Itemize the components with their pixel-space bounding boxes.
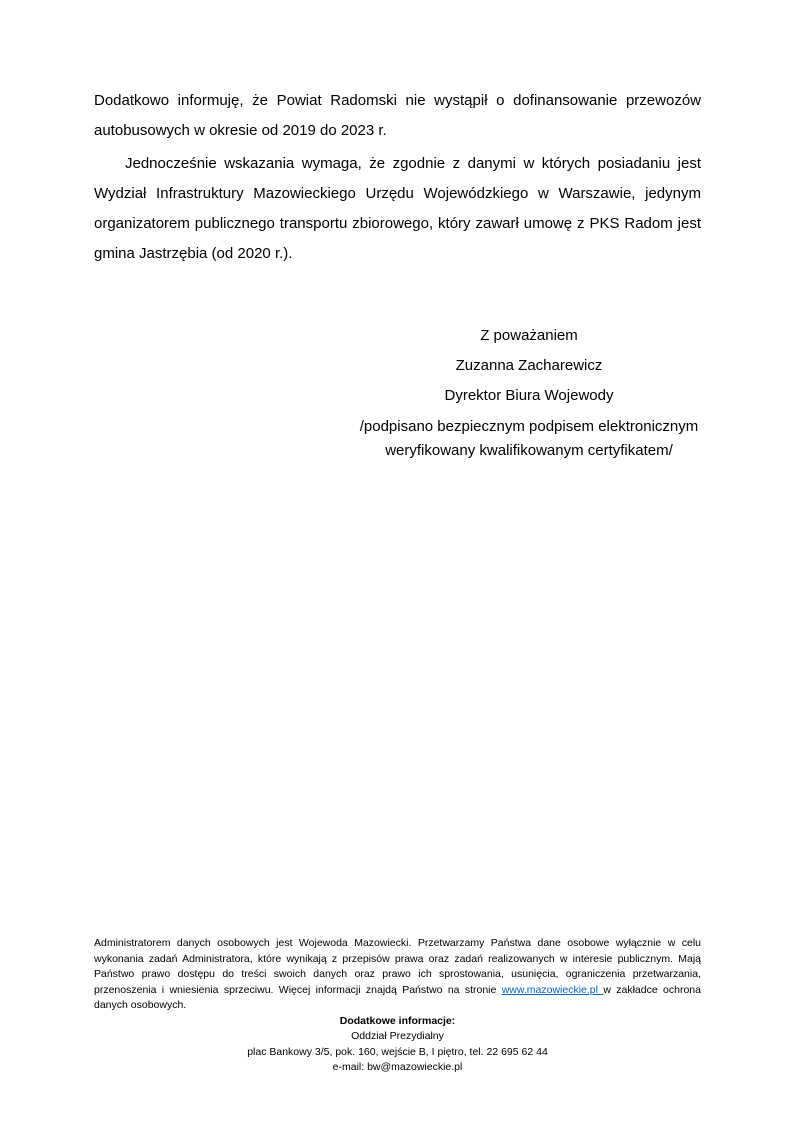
signature-block xyxy=(264,321,794,463)
privacy-notice xyxy=(94,936,701,1014)
page-footer xyxy=(94,936,701,1076)
email-line: e-mail: bw@mazowieckie.pl xyxy=(332,1061,463,1074)
contact-block xyxy=(94,1014,701,1076)
mazowieckie-link[interactable]: www.mazowieckie.pl xyxy=(501,983,604,996)
signer-title: Dyrektor Biura Wojewody xyxy=(444,387,614,404)
paragraph-transport-organizer: Jednocześnie wskazania wymaga, że zgodnie z danymi w których posiadaniu jest Wydział Infrastruktury Mazowieckiego Urzędu Wojewódzkiego w Warszawie, jedynym organizatorem publicznego transportu zbiorowego, który zawarł umowę z PKS Radom jest gmina Jastrzębia (od 2020 r.). xyxy=(94,155,701,262)
signer-name: Zuzanna Zacharewicz xyxy=(455,357,603,374)
department-line: Oddział Prezydialny xyxy=(351,1030,444,1043)
privacy-notice-text-after-link: w zakładce ochrona danych osobowych. xyxy=(94,983,701,1012)
letter-body xyxy=(94,86,701,269)
additional-info-heading: Dodatkowe informacje: xyxy=(339,1014,456,1027)
electronic-signature-note-line1: /podpisano bezpiecznym podpisem elektronicznym xyxy=(359,418,699,435)
privacy-notice-text: Administratorem danych osobowych jest Wojewoda Mazowiecki. Przetwarzamy Państwa dane osobowe wyłącznie w celu wykonania zadań Administratora, które wynikają z przepisów prawa oraz zadań realizowanych w interesie publicznym. Mają Państwo prawo dostępu do treści swoich danych oraz prawo ich sprostowania, usunięcia, ograniczenia przetwarzania, przenoszenia i wniesienia sprzeciwu. Więcej informacji znajdą Państwo na stronie xyxy=(94,937,701,996)
electronic-signature-note-line2: weryfikowany kwalifikowanym certyfikatem/ xyxy=(385,442,673,459)
electronic-signature-note xyxy=(264,415,794,463)
address-line: plac Bankowy 3/5, pok. 160, wejście B, I piętro, tel. 22 695 62 44 xyxy=(247,1045,548,1058)
paragraph-funding-info: Dodatkowo informuję, że Powiat Radomski nie wystąpił o dofinansowanie przewozów autobusowych w okresie od 2019 do 2023 r. xyxy=(94,92,701,139)
closing-salutation: Z poważaniem xyxy=(480,327,578,344)
